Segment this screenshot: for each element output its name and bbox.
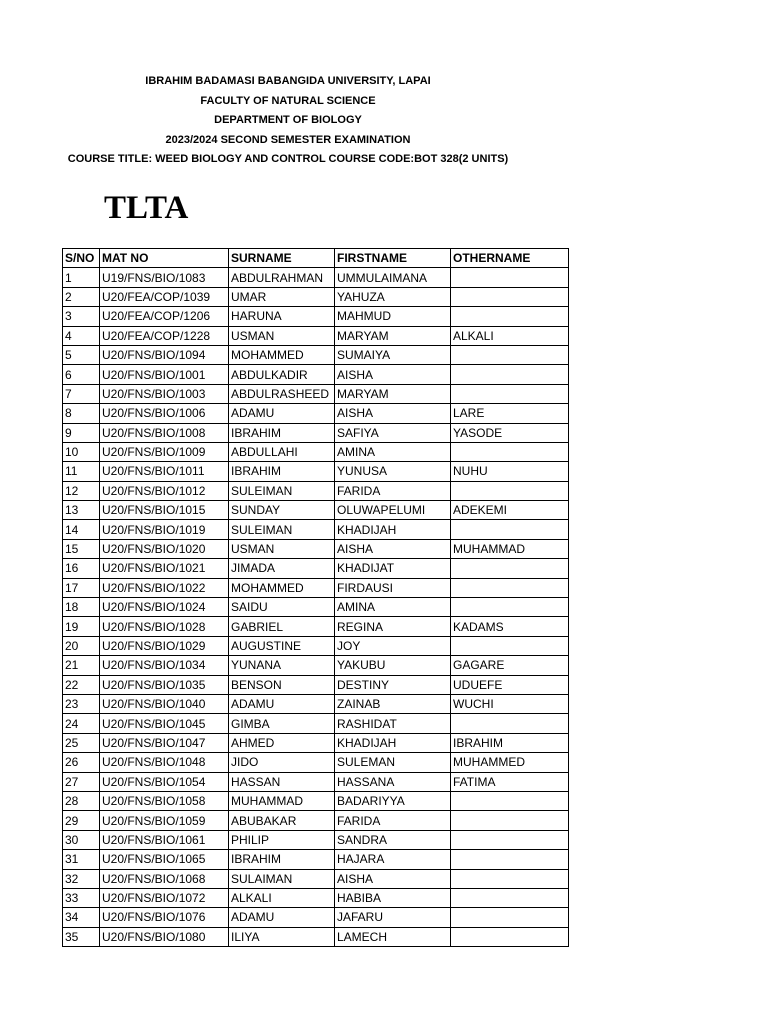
cell-surname: SAIDU [229, 598, 335, 617]
cell-mat-no: U20/FNS/BIO/1065 [100, 850, 229, 869]
exam-title: 2023/2024 SECOND SEMESTER EXAMINATION [165, 133, 411, 146]
cell-firstname: AMINA [335, 598, 451, 617]
table-row [63, 850, 569, 869]
cell-mat-no: U20/FNS/BIO/1020 [100, 539, 229, 558]
cell-sno: 33 [63, 888, 100, 907]
cell-surname: ALKALI [229, 888, 335, 907]
cell-sno: 11 [63, 462, 100, 481]
cell-othername [451, 791, 569, 810]
cell-mat-no: U20/FNS/BIO/1058 [100, 791, 229, 810]
cell-firstname: MARYAM [335, 326, 451, 345]
cell-sno: 24 [63, 714, 100, 733]
cell-sno: 35 [63, 927, 100, 946]
cell-mat-no: U20/FNS/BIO/1024 [100, 598, 229, 617]
cell-surname: ABDULLAHI [229, 442, 335, 461]
table-row [63, 869, 569, 888]
table-body [63, 268, 569, 947]
cell-othername [451, 442, 569, 461]
cell-surname: HARUNA [229, 307, 335, 326]
cell-firstname: JAFARU [335, 908, 451, 927]
cell-firstname: SUMAIYA [335, 345, 451, 364]
cell-mat-no: U20/FNS/BIO/1003 [100, 384, 229, 403]
table-row [63, 384, 569, 403]
cell-surname: USMAN [229, 539, 335, 558]
cell-mat-no: U20/FNS/BIO/1076 [100, 908, 229, 927]
cell-othername [451, 636, 569, 655]
table-row [63, 733, 569, 752]
cell-firstname: JOY [335, 636, 451, 655]
cell-othername [451, 481, 569, 500]
student-roster-table [62, 248, 569, 947]
cell-surname: IBRAHIM [229, 423, 335, 442]
cell-surname: IBRAHIM [229, 850, 335, 869]
cell-othername [451, 307, 569, 326]
cell-sno: 5 [63, 345, 100, 364]
cell-surname: UMAR [229, 287, 335, 306]
table-row [63, 539, 569, 558]
table-row [63, 287, 569, 306]
cell-firstname: DESTINY [335, 675, 451, 694]
cell-surname: ABDULKADIR [229, 365, 335, 384]
cell-mat-no: U20/FNS/BIO/1008 [100, 423, 229, 442]
cell-othername: WUCHI [451, 694, 569, 713]
cell-othername: FATIMA [451, 772, 569, 791]
table-row [63, 714, 569, 733]
cell-othername: ADEKEMI [451, 501, 569, 520]
table-row [63, 462, 569, 481]
cell-firstname: HAJARA [335, 850, 451, 869]
cell-sno: 3 [63, 307, 100, 326]
cell-mat-no: U20/FNS/BIO/1059 [100, 811, 229, 830]
cell-surname: SULEIMAN [229, 481, 335, 500]
table-row [63, 617, 569, 636]
cell-mat-no: U20/FNS/BIO/1009 [100, 442, 229, 461]
cell-othername: YASODE [451, 423, 569, 442]
cell-sno: 26 [63, 753, 100, 772]
cell-surname: SULAIMAN [229, 869, 335, 888]
cell-othername [451, 345, 569, 364]
table-row [63, 927, 569, 946]
header-mat-no: MAT NO [100, 249, 229, 268]
cell-othername [451, 287, 569, 306]
cell-sno: 13 [63, 501, 100, 520]
cell-firstname: ZAINAB [335, 694, 451, 713]
university-name: IBRAHIM BADAMASI BABANGIDA UNIVERSITY, LAPAI [145, 75, 431, 87]
cell-mat-no: U20/FEA/COP/1039 [100, 287, 229, 306]
cell-othername [451, 869, 569, 888]
cell-othername [451, 850, 569, 869]
cell-othername [451, 559, 569, 578]
cell-surname: JIDO [229, 753, 335, 772]
cell-firstname: AISHA [335, 404, 451, 423]
cell-sno: 9 [63, 423, 100, 442]
cell-firstname: MAHMUD [335, 307, 451, 326]
cell-othername [451, 598, 569, 617]
table-row [63, 501, 569, 520]
cell-sno: 32 [63, 869, 100, 888]
cell-surname: GABRIEL [229, 617, 335, 636]
table-row [63, 811, 569, 830]
table-header-row [63, 249, 569, 268]
table-row [63, 772, 569, 791]
cell-firstname: BADARIYYA [335, 791, 451, 810]
table-row [63, 520, 569, 539]
cell-othername: MUHAMMED [451, 753, 569, 772]
cell-sno: 2 [63, 287, 100, 306]
cell-sno: 18 [63, 598, 100, 617]
cell-firstname: LAMECH [335, 927, 451, 946]
cell-mat-no: U20/FEA/COP/1228 [100, 326, 229, 345]
cell-surname: AUGUSTINE [229, 636, 335, 655]
cell-firstname: REGINA [335, 617, 451, 636]
header-sno: S/NO [63, 249, 100, 268]
cell-othername: IBRAHIM [451, 733, 569, 752]
cell-sno: 16 [63, 559, 100, 578]
cell-firstname: FIRDAUSI [335, 578, 451, 597]
table-row [63, 404, 569, 423]
cell-mat-no: U20/FNS/BIO/1021 [100, 559, 229, 578]
cell-firstname: HASSANA [335, 772, 451, 791]
cell-firstname: AMINA [335, 442, 451, 461]
header-surname: SURNAME [229, 249, 335, 268]
cell-sno: 12 [63, 481, 100, 500]
cell-sno: 21 [63, 656, 100, 675]
cell-sno: 8 [63, 404, 100, 423]
cell-firstname: AISHA [335, 539, 451, 558]
cell-sno: 1 [63, 268, 100, 287]
cell-sno: 23 [63, 694, 100, 713]
cell-firstname: SULEMAN [335, 753, 451, 772]
document-header [0, 72, 576, 170]
cell-othername: MUHAMMAD [451, 539, 569, 558]
table-row [63, 365, 569, 384]
cell-sno: 14 [63, 520, 100, 539]
cell-firstname: YAHUZA [335, 287, 451, 306]
cell-sno: 6 [63, 365, 100, 384]
cell-surname: MOHAMMED [229, 345, 335, 364]
cell-sno: 27 [63, 772, 100, 791]
cell-mat-no: U20/FNS/BIO/1061 [100, 830, 229, 849]
cell-othername: UDUEFE [451, 675, 569, 694]
cell-surname: HASSAN [229, 772, 335, 791]
cell-firstname: AISHA [335, 869, 451, 888]
table-row [63, 559, 569, 578]
table-row [63, 888, 569, 907]
cell-firstname: FARIDA [335, 481, 451, 500]
table-row [63, 753, 569, 772]
cell-mat-no: U20/FNS/BIO/1047 [100, 733, 229, 752]
cell-firstname: YAKUBU [335, 656, 451, 675]
cell-othername [451, 268, 569, 287]
cell-firstname: FARIDA [335, 811, 451, 830]
table-row [63, 791, 569, 810]
cell-mat-no: U20/FNS/BIO/1001 [100, 365, 229, 384]
cell-othername [451, 811, 569, 830]
cell-firstname: RASHIDAT [335, 714, 451, 733]
cell-othername [451, 908, 569, 927]
table-row [63, 578, 569, 597]
header-othername: OTHERNAME [451, 249, 569, 268]
page-title: TLTA [104, 190, 189, 226]
table-row [63, 675, 569, 694]
cell-mat-no: U20/FNS/BIO/1035 [100, 675, 229, 694]
cell-othername [451, 927, 569, 946]
cell-mat-no: U20/FEA/COP/1206 [100, 307, 229, 326]
cell-othername: LARE [451, 404, 569, 423]
table-row [63, 326, 569, 345]
cell-mat-no: U20/FNS/BIO/1006 [100, 404, 229, 423]
cell-surname: USMAN [229, 326, 335, 345]
cell-surname: YUNANA [229, 656, 335, 675]
table-row [63, 598, 569, 617]
cell-mat-no: U20/FNS/BIO/1040 [100, 694, 229, 713]
cell-firstname: YUNUSA [335, 462, 451, 481]
cell-mat-no: U20/FNS/BIO/1011 [100, 462, 229, 481]
cell-surname: JIMADA [229, 559, 335, 578]
cell-sno: 20 [63, 636, 100, 655]
cell-mat-no: U20/FNS/BIO/1015 [100, 501, 229, 520]
cell-surname: SULEIMAN [229, 520, 335, 539]
cell-mat-no: U19/FNS/BIO/1083 [100, 268, 229, 287]
cell-surname: MUHAMMAD [229, 791, 335, 810]
cell-surname: GIMBA [229, 714, 335, 733]
cell-mat-no: U20/FNS/BIO/1045 [100, 714, 229, 733]
cell-firstname: KHADIJAT [335, 559, 451, 578]
cell-othername [451, 384, 569, 403]
cell-firstname: UMMULAIMANA [335, 268, 451, 287]
cell-mat-no: U20/FNS/BIO/1072 [100, 888, 229, 907]
cell-othername [451, 520, 569, 539]
cell-sno: 25 [63, 733, 100, 752]
department-name: DEPARTMENT OF BIOLOGY [214, 114, 362, 127]
cell-sno: 19 [63, 617, 100, 636]
cell-surname: ILIYA [229, 927, 335, 946]
table-row [63, 656, 569, 675]
cell-firstname: MARYAM [335, 384, 451, 403]
cell-mat-no: U20/FNS/BIO/1029 [100, 636, 229, 655]
cell-surname: ABUBAKAR [229, 811, 335, 830]
cell-surname: ADAMU [229, 908, 335, 927]
cell-surname: IBRAHIM [229, 462, 335, 481]
cell-sno: 17 [63, 578, 100, 597]
cell-mat-no: U20/FNS/BIO/1012 [100, 481, 229, 500]
cell-surname: BENSON [229, 675, 335, 694]
cell-surname: ADAMU [229, 404, 335, 423]
cell-surname: MOHAMMED [229, 578, 335, 597]
cell-mat-no: U20/FNS/BIO/1080 [100, 927, 229, 946]
cell-surname: SUNDAY [229, 501, 335, 520]
cell-surname: ABDULRAHMAN [229, 268, 335, 287]
cell-mat-no: U20/FNS/BIO/1068 [100, 869, 229, 888]
table-row [63, 830, 569, 849]
cell-othername: ALKALI [451, 326, 569, 345]
cell-othername [451, 714, 569, 733]
table-row [63, 423, 569, 442]
table-row [63, 268, 569, 287]
cell-surname: ADAMU [229, 694, 335, 713]
cell-firstname: HABIBA [335, 888, 451, 907]
cell-mat-no: U20/FNS/BIO/1028 [100, 617, 229, 636]
cell-sno: 7 [63, 384, 100, 403]
table-row [63, 442, 569, 461]
cell-mat-no: U20/FNS/BIO/1034 [100, 656, 229, 675]
header-firstname: FIRSTNAME [335, 249, 451, 268]
table-row [63, 636, 569, 655]
cell-othername: KADAMS [451, 617, 569, 636]
cell-othername [451, 578, 569, 597]
cell-mat-no: U20/FNS/BIO/1054 [100, 772, 229, 791]
cell-firstname: KHADIJAH [335, 520, 451, 539]
cell-sno: 31 [63, 850, 100, 869]
table-row [63, 694, 569, 713]
cell-sno: 30 [63, 830, 100, 849]
cell-mat-no: U20/FNS/BIO/1048 [100, 753, 229, 772]
cell-othername [451, 830, 569, 849]
cell-othername: NUHU [451, 462, 569, 481]
cell-sno: 4 [63, 326, 100, 345]
cell-sno: 29 [63, 811, 100, 830]
cell-sno: 28 [63, 791, 100, 810]
table-row [63, 307, 569, 326]
cell-othername: GAGARE [451, 656, 569, 675]
cell-sno: 15 [63, 539, 100, 558]
cell-mat-no: U20/FNS/BIO/1019 [100, 520, 229, 539]
table-row [63, 908, 569, 927]
course-title: COURSE TITLE: WEED BIOLOGY AND CONTROL COURSE CODE:BOT 328(2 UNITS) [67, 153, 509, 166]
cell-firstname: KHADIJAH [335, 733, 451, 752]
cell-mat-no: U20/FNS/BIO/1022 [100, 578, 229, 597]
table-row [63, 345, 569, 364]
cell-sno: 34 [63, 908, 100, 927]
cell-sno: 22 [63, 675, 100, 694]
cell-othername [451, 888, 569, 907]
cell-surname: AHMED [229, 733, 335, 752]
cell-mat-no: U20/FNS/BIO/1094 [100, 345, 229, 364]
cell-surname: ABDULRASHEED [229, 384, 335, 403]
cell-surname: PHILIP [229, 830, 335, 849]
table-row [63, 481, 569, 500]
faculty-name: FACULTY OF NATURAL SCIENCE [200, 94, 376, 107]
cell-sno: 10 [63, 442, 100, 461]
cell-othername [451, 365, 569, 384]
cell-firstname: SAFIYA [335, 423, 451, 442]
cell-firstname: OLUWAPELUMI [335, 501, 451, 520]
cell-firstname: SANDRA [335, 830, 451, 849]
cell-firstname: AISHA [335, 365, 451, 384]
